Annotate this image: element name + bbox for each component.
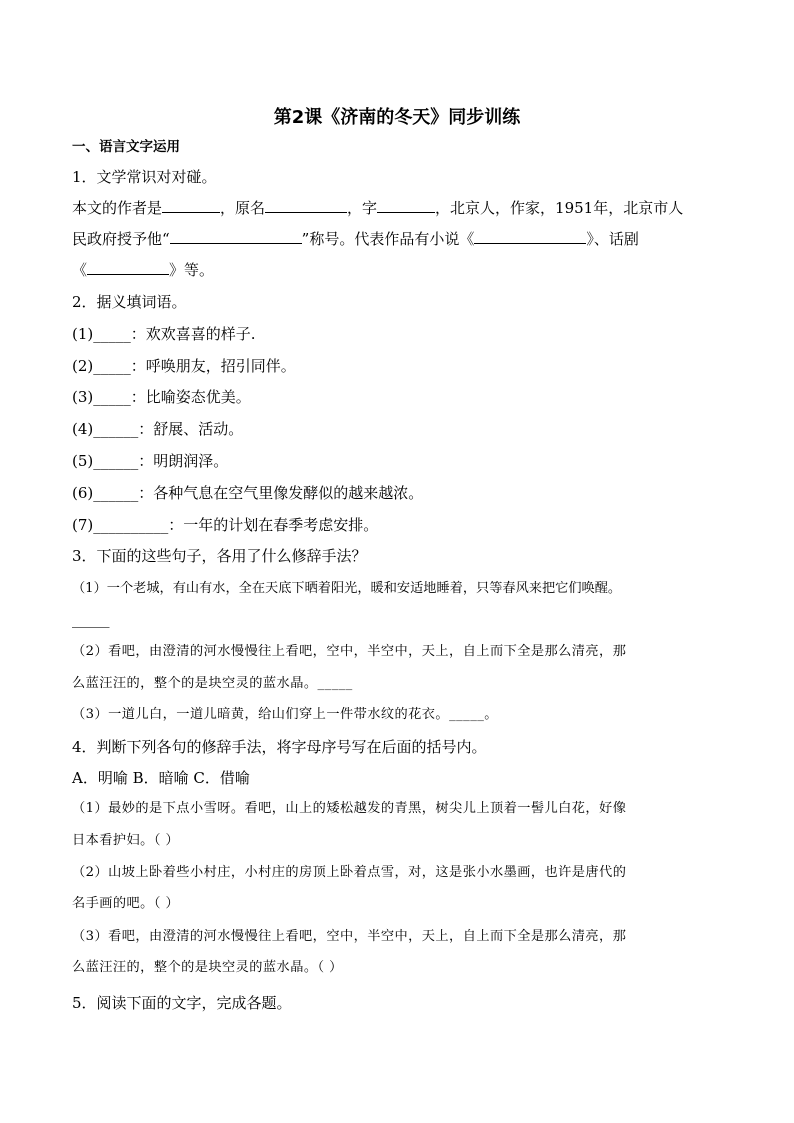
question-3-heading: 3．下面的这些句子，各用了什么修辞手法？ xyxy=(72,547,367,565)
answer-blank[interactable]: __________ xyxy=(93,516,169,534)
sentence-3-line-1: （3）看吧，由澄清的河水慢慢往上看吧，空中，半空中，天上，自上而下全是那么清亮，那 xyxy=(72,929,627,944)
answer-blank[interactable]: _____ xyxy=(93,357,131,375)
list-item: (2)_____：呼唤朋友，招引同伴。 xyxy=(72,357,296,375)
list-item: (1)_____：欢欢喜喜的样子. xyxy=(72,325,256,343)
section-heading: 一、语言文字运用 xyxy=(72,139,180,155)
sentence-1: （1）一个老城，有山有水，全在天底下晒着阳光，暖和安适地睡着，只等春风来把它们唤醒。 xyxy=(72,581,622,596)
answer-blank[interactable]: ______ xyxy=(93,420,139,438)
sentence-2-line-2: 么蓝汪汪的，整个的是块空灵的蓝水晶。_____ xyxy=(72,676,353,691)
question-1-heading: 1．文学常识对对碰。 xyxy=(72,168,217,186)
list-item: (6)______：各种气息在空气里像发酵似的越来越浓。 xyxy=(72,484,424,502)
question-1-line-1: 本文的作者是 ，原名 ，字 ，北京人，作家，1951年，北京市人 xyxy=(72,199,684,217)
question-4-heading: 4．判断下列各句的修辞手法，将字母序号写在后面的括号内。 xyxy=(72,738,487,756)
question-2-heading: 2．据义填词语。 xyxy=(72,293,187,311)
sentence-3: （3）一道儿白，一道儿暗黄，给山们穿上一件带水纹的花衣。_____。 xyxy=(72,707,498,722)
answer-blank[interactable]: _____ xyxy=(449,707,485,722)
list-item: (7)__________：一年的计划在春季考虑安排。 xyxy=(72,516,379,534)
fill-blank-novel[interactable] xyxy=(474,229,586,244)
sentence-2-line-1: （2）看吧，由澄清的河水慢慢往上看吧，空中，半空中，天上，自上而下全是那么清亮，那 xyxy=(72,644,627,659)
answer-blank[interactable]: _____ xyxy=(72,610,110,628)
sentence-2-line-2: 名手画的吧。（ ） xyxy=(72,896,180,911)
page-title: 第2课《济南的冬天》同步训练 xyxy=(273,107,521,128)
sentence-1-line-1: （1）最妙的是下点小雪呀。看吧，山上的矮松越发的青黑，树尖儿上顶着一髻儿白花，好像 xyxy=(72,801,627,816)
fill-blank-original-name[interactable] xyxy=(265,198,347,213)
sentence-1-line-2: 日本看护妇。（ ） xyxy=(72,833,180,848)
list-item: (3)_____：比喻姿态优美。 xyxy=(72,388,251,406)
answer-blank[interactable]: _____ xyxy=(93,388,131,406)
question-1-line-2: 民政府授予他“ ”称号。代表作品有小说《 》、话剧 xyxy=(72,230,639,248)
answer-blank[interactable]: _____ xyxy=(93,325,131,343)
options-line: A．明喻 B．暗喻 C．借喻 xyxy=(72,769,250,787)
list-item: (5)______：明朗润泽。 xyxy=(72,452,229,470)
sentence-3-line-2: 么蓝汪汪的，整个的是块空灵的蓝水晶。（ ） xyxy=(72,960,343,975)
answer-blank[interactable]: ______ xyxy=(93,484,139,502)
list-item: (4)______：舒展、活动。 xyxy=(72,420,244,438)
fill-blank-author[interactable] xyxy=(162,198,220,213)
fill-blank-honorary-title[interactable] xyxy=(170,229,302,244)
fill-blank-drama[interactable] xyxy=(87,260,169,275)
answer-blank[interactable]: _____ xyxy=(317,676,353,691)
question-5-heading: 5．阅读下面的文字，完成各题。 xyxy=(72,994,292,1012)
question-1-line-3: 《 》等。 xyxy=(72,261,215,279)
sentence-2-line-1: （2）山坡上卧着些小村庄，小村庄的房顶上卧着点雪，对，这是张小水墨画，也许是唐代的 xyxy=(72,865,627,880)
fill-blank-courtesy-name[interactable] xyxy=(377,198,435,213)
answer-blank[interactable]: ______ xyxy=(93,452,139,470)
